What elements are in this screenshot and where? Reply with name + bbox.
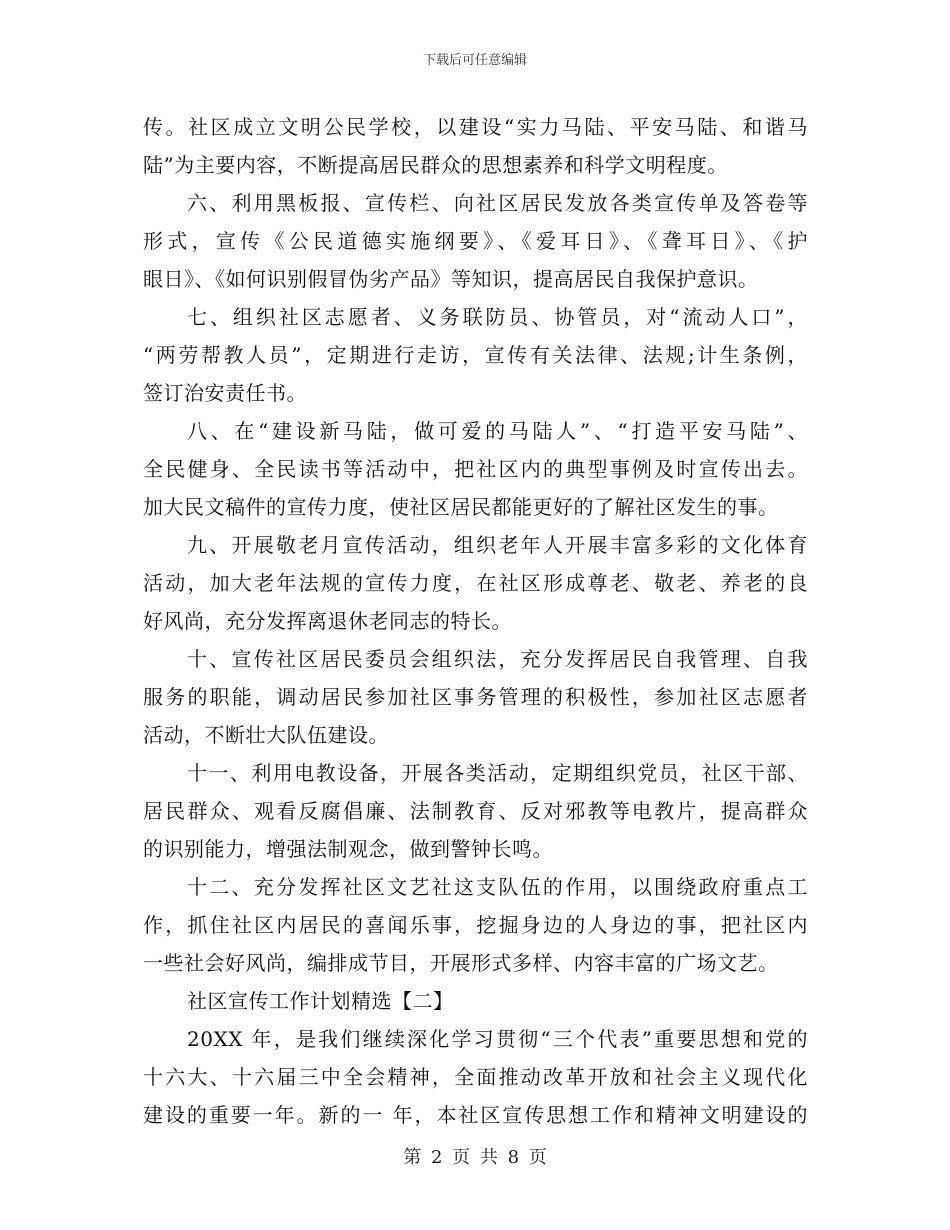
body-line: 加大民文稿件的宣传力度，使社区居民都能更好的了解社区发生的事。	[143, 495, 779, 519]
body-line: 八、在“建设新马陆，做可爱的马陆人”、“打造平安马陆”、	[187, 419, 808, 443]
body-line: 十一、利用电教设备，开展各类活动，定期组织党员，社区干部、	[187, 761, 808, 785]
body-line: “两劳帮教人员”，定期进行走访，宣传有关法律、法规;计生条例，	[143, 343, 808, 367]
body-line: 的识别能力，增强法制观念，做到警钟长鸣。	[143, 837, 553, 861]
body-line: 好风尚，充分发挥离退休老同志的特长。	[143, 609, 512, 633]
body-line: 九、开展敬老月宣传活动，组织老年人开展丰富多彩的文化体育	[187, 533, 808, 557]
body-line: 全民健身、全民读书等活动中，把社区内的典型事例及时宣传出去。	[143, 457, 808, 481]
body-line: 六、利用黑板报、宣传栏、向社区居民发放各类宣传单及答卷等	[187, 191, 808, 215]
document-body	[143, 108, 808, 1134]
body-line: 服务的职能，调动居民参加社区事务管理的积极性，参加社区志愿者	[143, 685, 808, 709]
body-line: 一些社会好风尚，编排成节目，开展形式多样、内容丰富的广场文艺。	[143, 951, 779, 975]
body-line: 社区宣传工作计划精选【二】	[187, 989, 454, 1013]
body-line: 活动，加大老年法规的宣传力度，在社区形成尊老、敬老、养老的良	[143, 571, 808, 595]
body-line: 眼日》、《如何识别假冒伪劣产品》等知识，提高居民自我保护意识。	[143, 267, 759, 291]
page-header-note: 下载后可任意编辑	[422, 53, 527, 68]
body-line: 形式，宣传《公民道德实施纲要》、《爱耳日》、《聋耳日》、《护	[143, 229, 808, 253]
body-line: 居民群众、观看反腐倡廉、法制教育、反对邪教等电教片，提高群众	[143, 799, 808, 823]
body-line: 十、宣传社区居民委员会组织法，充分发挥居民自我管理、自我	[187, 647, 808, 671]
body-line: 十六大、十六届三中全会精神，全面推动改革开放和社会主义现代化	[143, 1065, 808, 1089]
page-number: 第 2 页 共 8 页	[403, 1147, 547, 1168]
body-line: 20XX 年，是我们继续深化学习贯彻“三个代表”重要思想和党的	[187, 1027, 808, 1051]
body-line: 建设的重要一年。新的一 年，本社区宣传思想工作和精神文明建设的	[143, 1103, 808, 1127]
body-line: 七、组织社区志愿者、义务联防员、协管员，对“流动人口”，	[187, 305, 808, 329]
body-line: 签订治安责任书。	[143, 381, 307, 405]
body-line: 作，抓住社区内居民的喜闻乐事，挖掘身边的人身边的事，把社区内	[143, 913, 808, 937]
body-line: 陆”为主要内容，不断提高居民群众的思想素养和科学文明程度。	[143, 153, 728, 177]
body-line: 传。社区成立文明公民学校，以建设“实力马陆、平安马陆、和谐马	[143, 115, 808, 139]
body-line: 活动，不断壮大队伍建设。	[143, 723, 389, 747]
body-line: 十二、充分发挥社区文艺社这支队伍的作用，以围绕政府重点工	[187, 875, 808, 899]
